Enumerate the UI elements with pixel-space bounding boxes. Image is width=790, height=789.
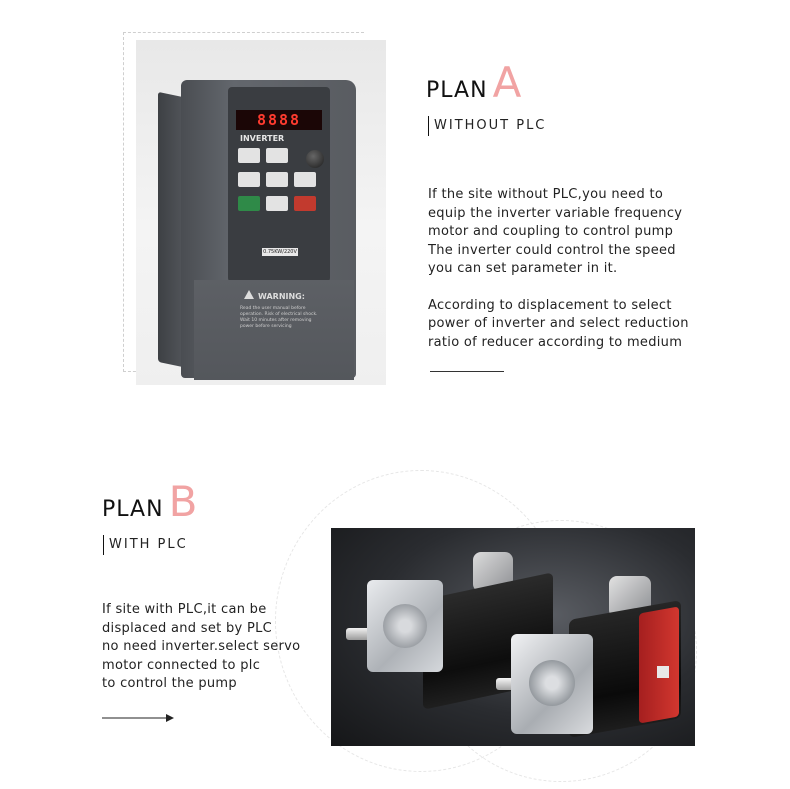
plan-a-line: If the site without PLC,you need to [428,187,664,202]
plan-b-title [102,477,197,526]
inverter-product-image [136,40,386,385]
plan-b-line: to control the pump [102,676,237,691]
plan-a-subtitle: WITHOUT PLC [428,116,546,136]
plan-b-line: displaced and set by PLC [102,620,273,636]
plan-a-line: you can set parameter in it. [428,261,618,276]
inverter-key [294,172,316,187]
plan-b-subtitle: WITH PLC [103,535,188,555]
inverter-key [238,148,260,163]
plan-a-line: The inverter could control the speed [428,242,676,258]
inverter-warning-title: WARNING: [258,292,305,301]
servo-red-cap [639,606,679,723]
inverter-knob-icon [306,150,324,168]
plan-a-line: According to displacement to select [428,297,672,313]
plan-a-letter: A [492,58,522,107]
inverter-warning-text: Read the user manual before operation. Risk of electrical shock. Wait 10 minutes after removing power before servicing [240,306,318,329]
servo-hub [529,660,575,706]
inverter-label: INVERTER [240,134,285,143]
plan-a-description [428,186,689,352]
plan-a-line: power of inverter and select reduction [428,316,689,331]
plan-a-line: ratio of reducer according to medium [428,334,683,350]
inverter-key [266,196,288,211]
inverter-run-key [238,196,260,211]
arrow-right-icon [102,712,176,724]
inverter-key [266,172,288,187]
plan-b-line: no need inverter.select servo [102,639,301,654]
plan-b-line: motor connected to plc [102,657,261,673]
plan-a-line: equip the inverter variable frequency [428,205,683,221]
inverter-rating-label: 0.75KW/220V [263,249,297,255]
plan-a-word: PLAN [426,78,488,103]
plan-a-title [426,58,521,107]
inverter-key [238,172,260,187]
servo-tag [657,666,669,678]
plan-a-line: motor and coupling to control pump [428,224,674,239]
servo-hub [383,604,427,648]
plan-b-word: PLAN [102,497,164,522]
inverter-led-display: 8888 [236,110,322,130]
plan-b-letter: B [168,477,198,526]
inverter-stop-key [294,196,316,211]
plan-a-divider [430,371,504,372]
plan-b-line: If site with PLC,it can be [102,602,267,617]
warning-icon [244,290,254,299]
inverter-key [266,148,288,163]
plan-b-description [102,601,300,694]
servo-motor-image [331,528,695,746]
